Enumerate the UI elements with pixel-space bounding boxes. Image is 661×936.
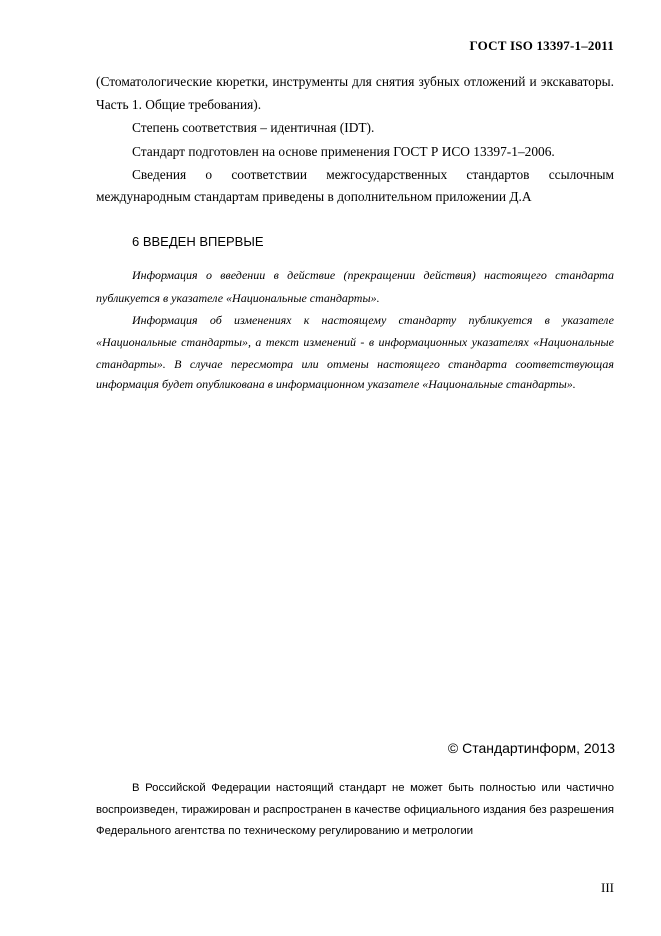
section-6-title: 6 ВВЕДЕН ВПЕРВЫЕ: [132, 234, 264, 249]
pub-info-p2-line-4: информация будет опубликована в информационном указателе «Национальные стандарты».: [96, 377, 576, 391]
pub-info-p1-line-2: публикуется в указателе «Национальные стандарты».: [96, 291, 380, 305]
legal-notice-line-1: В Российской Федерации настоящий стандарт не может быть полностью или частично: [132, 782, 614, 794]
pub-info-p1-line-1: Информация о введении в действие (прекращении действия) настоящего стандарта: [132, 268, 614, 282]
pub-info-p2-line-3: стандарты». В случае пересмотра или отмены настоящего стандарта соответствующая: [96, 357, 614, 371]
legal-notice-line-2: воспроизведен, тиражирован и распространен в качестве официального издания без разрешения: [96, 804, 614, 816]
legal-notice-line-3: Федерального агентства по техническому регулированию и метрологии: [96, 825, 474, 837]
reference-info-line-1: Сведения о соответствии межгосударственных стандартов ссылочным: [132, 167, 614, 182]
prepared-basis: Стандарт подготовлен на основе применения ГОСТ Р ИСО 13397-1–2006.: [132, 144, 555, 159]
legal-notice: [96, 0, 614, 840]
intro-line-1: (Стоматологические кюретки, инструменты для снятия зубных отложений и экскаваторы.: [96, 74, 614, 89]
document-header: ГОСТ ISO 13397-1–2011: [469, 38, 614, 53]
pub-info-p2-line-2: «Национальные стандарты», а текст изменений - в информационных указателях «Национальные: [96, 335, 614, 349]
intro-line-2: Часть 1. Общие требования).: [96, 97, 262, 112]
conformity-degree: Степень соответствия – идентичная (IDT).: [132, 120, 375, 135]
pub-info-p2-line-1: Информация об изменениях к настоящему стандарту публикуется в указателе: [132, 313, 614, 327]
reference-info-line-2: международным стандартам приведены в дополнительном приложении Д.А: [96, 189, 532, 204]
page-number: III: [601, 880, 614, 895]
copyright-notice: © Стандартинформ, 2013: [447, 740, 615, 756]
